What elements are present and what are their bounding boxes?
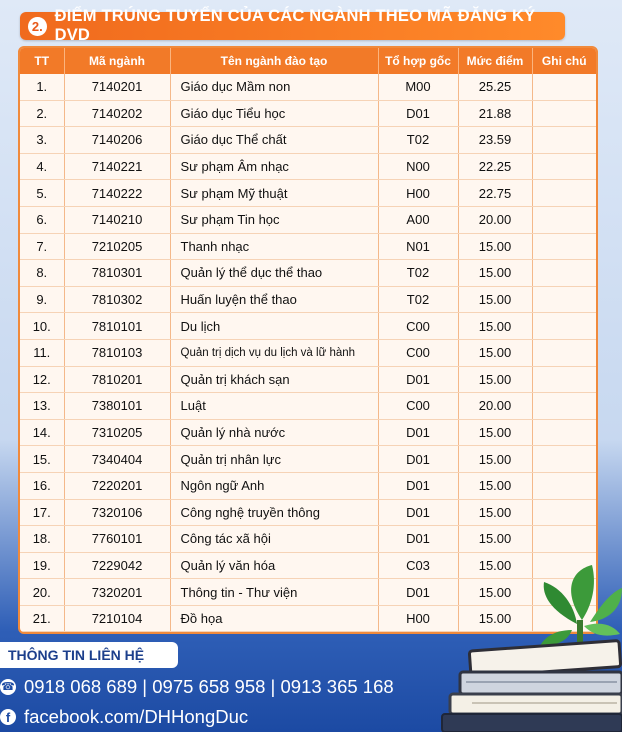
row-number: 21. (20, 605, 64, 632)
score-cell: 22.75 (458, 180, 532, 207)
subject-combo-cell: C03 (378, 552, 458, 579)
score-cell: 25.25 (458, 74, 532, 100)
table-row (20, 127, 596, 154)
table-row (20, 260, 596, 287)
books-plant-illustration (432, 560, 622, 732)
major-name-cell: Giáo dục Thể chất (170, 127, 378, 154)
score-cell: 15.00 (458, 233, 532, 260)
table-row (20, 339, 596, 366)
note-cell (532, 366, 596, 393)
score-cell: 15.00 (458, 499, 532, 526)
major-name-cell: Sư phạm Tin học (170, 206, 378, 233)
major-code-cell: 7140221 (64, 153, 170, 180)
major-code-cell: 7320201 (64, 579, 170, 606)
table-row (20, 419, 596, 446)
major-code-cell: 7810101 (64, 313, 170, 340)
subject-combo-cell: N01 (378, 233, 458, 260)
major-code-cell: 7310205 (64, 419, 170, 446)
row-number: 8. (20, 260, 64, 287)
major-name-cell: Sư phạm Mỹ thuật (170, 180, 378, 207)
score-cell: 15.00 (458, 419, 532, 446)
major-code-cell: 7760101 (64, 526, 170, 553)
subject-combo-cell: C00 (378, 339, 458, 366)
score-cell: 15.00 (458, 339, 532, 366)
phone-icon: ☎ (0, 679, 16, 695)
row-number: 5. (20, 180, 64, 207)
row-number: 2. (20, 100, 64, 127)
admission-scores-table (20, 48, 596, 634)
score-cell: 22.25 (458, 153, 532, 180)
major-code-cell: 7320106 (64, 499, 170, 526)
score-cell: 15.00 (458, 605, 532, 632)
row-number: 6. (20, 206, 64, 233)
books-icon (442, 641, 622, 732)
score-cell: 15.00 (458, 526, 532, 553)
row-number: 18. (20, 526, 64, 553)
row-number: 4. (20, 153, 64, 180)
subject-combo-cell: T02 (378, 260, 458, 287)
note-cell (532, 233, 596, 260)
major-code-cell: 7810301 (64, 260, 170, 287)
row-number: 7. (20, 233, 64, 260)
score-cell: 23.59 (458, 127, 532, 154)
major-name-cell: Quản trị dịch vụ du lịch và lữ hành (170, 339, 378, 366)
major-code-cell: 7140202 (64, 100, 170, 127)
major-code-cell: 7810201 (64, 366, 170, 393)
note-cell (532, 313, 596, 340)
major-code-cell: 7210205 (64, 233, 170, 260)
table-row (20, 393, 596, 420)
subject-combo-cell: N00 (378, 153, 458, 180)
admission-scores-panel (18, 46, 598, 634)
major-name-cell: Huấn luyện thể thao (170, 286, 378, 313)
facebook-row (0, 706, 248, 728)
major-name-cell: Thanh nhạc (170, 233, 378, 260)
major-name-cell: Giáo dục Mầm non (170, 74, 378, 100)
row-number: 3. (20, 127, 64, 154)
table-row (20, 472, 596, 499)
row-number (20, 632, 64, 634)
major-name-cell: Công tác xã hội (170, 526, 378, 553)
note-cell (532, 260, 596, 287)
major-code-cell: 7340404 (64, 446, 170, 473)
major-code-cell: 7210104 (64, 605, 170, 632)
major-code-cell: 7380101 (64, 393, 170, 420)
major-name-cell: Thông tin - Thư viện (170, 579, 378, 606)
major-name-cell: Đồ họa (170, 605, 378, 632)
note-cell (532, 446, 596, 473)
major-code-cell: 7140206 (64, 127, 170, 154)
header-subject-combo: Tổ hợp gốc (378, 48, 458, 74)
major-code-cell: 7229042 (64, 552, 170, 579)
major-name-cell: Công nghệ truyền thông (170, 499, 378, 526)
note-cell (532, 286, 596, 313)
score-cell: 15.00 (458, 313, 532, 340)
row-number: 14. (20, 419, 64, 446)
table-row (20, 100, 596, 127)
plant-icon (540, 565, 622, 650)
note-cell (532, 153, 596, 180)
table-row (20, 233, 596, 260)
subject-combo-cell: T02 (378, 127, 458, 154)
major-code-cell: 7220201 (64, 472, 170, 499)
major-code-cell: 7140222 (64, 180, 170, 207)
major-name-cell: Ngôn ngữ Anh (170, 472, 378, 499)
row-number: 13. (20, 393, 64, 420)
note-cell (532, 339, 596, 366)
row-number: 16. (20, 472, 64, 499)
header-major-code: Mã ngành (64, 48, 170, 74)
score-cell: 20.00 (458, 206, 532, 233)
table-row (20, 286, 596, 313)
major-name-cell: Quản lý thể dục thể thao (170, 260, 378, 287)
row-number: 10. (20, 313, 64, 340)
note-cell (532, 127, 596, 154)
note-cell (532, 206, 596, 233)
score-cell: 15.00 (458, 552, 532, 579)
major-name-cell: Luật (170, 393, 378, 420)
subject-combo-cell: H00 (378, 605, 458, 632)
table-row (20, 180, 596, 207)
subject-combo-cell: D01 (378, 366, 458, 393)
major-name-cell: Sư phạm Âm nhạc (170, 153, 378, 180)
phone-numbers[interactable]: 0918 068 689 | 0975 658 958 | 0913 365 168 (24, 676, 394, 697)
score-cell: 21.88 (458, 100, 532, 127)
major-code-cell (64, 632, 170, 634)
row-number: 19. (20, 552, 64, 579)
note-cell (532, 100, 596, 127)
table-row (20, 446, 596, 473)
table-row (20, 313, 596, 340)
note-cell (532, 393, 596, 420)
table-row (20, 526, 596, 553)
score-cell: 20.00 (458, 393, 532, 420)
row-number: 9. (20, 286, 64, 313)
subject-combo-cell: D01 (378, 446, 458, 473)
note-cell (532, 74, 596, 100)
row-number: 11. (20, 339, 64, 366)
major-name-cell: Quản trị nhân lực (170, 446, 378, 473)
table-row (20, 499, 596, 526)
note-cell (532, 472, 596, 499)
header-tt: TT (20, 48, 64, 74)
major-code-cell: 7140201 (64, 74, 170, 100)
header-note: Ghi chú (532, 48, 596, 74)
major-name-cell: Quản lý văn hóa (170, 552, 378, 579)
phone-row (0, 676, 394, 698)
row-number: 1. (20, 74, 64, 100)
major-name-cell (170, 632, 378, 634)
major-code-cell: 7140210 (64, 206, 170, 233)
major-code-cell: 7810302 (64, 286, 170, 313)
score-cell: 15.00 (458, 286, 532, 313)
section-banner (20, 7, 565, 44)
major-name-cell: Giáo dục Tiểu học (170, 100, 378, 127)
score-cell: 15.00 (458, 472, 532, 499)
row-number: 20. (20, 579, 64, 606)
note-cell (532, 419, 596, 446)
major-code-cell: 7810103 (64, 339, 170, 366)
subject-combo-cell: D01 (378, 419, 458, 446)
section-title: ĐIỂM TRÚNG TUYỂN CỦA CÁC NGÀNH THEO MÃ ĐĂNG KÝ DVD (54, 7, 536, 44)
section-number-badge: 2. (28, 17, 47, 36)
table-row (20, 366, 596, 393)
subject-combo-cell: D01 (378, 579, 458, 606)
major-name-cell: Du lịch (170, 313, 378, 340)
row-number: 17. (20, 499, 64, 526)
subject-combo-cell: M00 (378, 74, 458, 100)
major-name-cell: Quản trị khách sạn (170, 366, 378, 393)
major-name-cell: Quản lý nhà nước (170, 419, 378, 446)
subject-combo-cell: T02 (378, 286, 458, 313)
score-cell: 15.00 (458, 366, 532, 393)
score-cell: 15.00 (458, 260, 532, 287)
subject-combo-cell: H00 (378, 180, 458, 207)
contact-info-label: THÔNG TIN LIÊN HỆ (0, 642, 178, 668)
score-cell: 15.00 (458, 579, 532, 606)
table-row (20, 206, 596, 233)
table-row (20, 153, 596, 180)
subject-combo-cell: D01 (378, 499, 458, 526)
subject-combo-cell: D01 (378, 100, 458, 127)
subject-combo-cell: C00 (378, 393, 458, 420)
score-cell: 15.00 (458, 446, 532, 473)
row-number: 12. (20, 366, 64, 393)
facebook-icon: f (0, 709, 16, 725)
subject-combo-cell: D01 (378, 526, 458, 553)
table-row (20, 74, 596, 100)
subject-combo-cell: D01 (378, 472, 458, 499)
note-cell (532, 499, 596, 526)
table-header-row (20, 48, 596, 74)
header-score: Mức điểm (458, 48, 532, 74)
facebook-link[interactable]: facebook.com/DHHongDuc (24, 706, 249, 727)
row-number: 15. (20, 446, 64, 473)
note-cell (532, 180, 596, 207)
subject-combo-cell: A00 (378, 206, 458, 233)
header-major-name: Tên ngành đào tạo (170, 48, 378, 74)
note-cell (532, 526, 596, 553)
subject-combo-cell: C00 (378, 313, 458, 340)
